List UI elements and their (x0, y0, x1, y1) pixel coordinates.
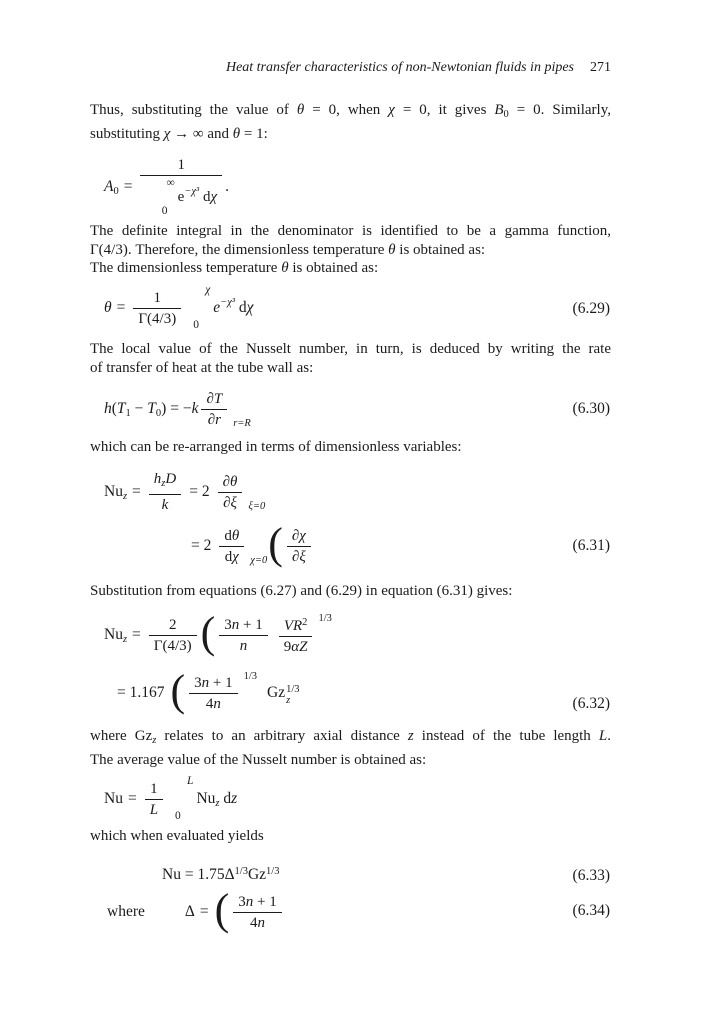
text-line (90, 438, 611, 457)
exponent: 1/3 (234, 866, 248, 877)
var-T: T (116, 399, 126, 417)
var-theta: θ (281, 260, 289, 276)
frag (104, 790, 142, 808)
frag: 1 (145, 781, 163, 800)
frag: d (199, 188, 211, 205)
frag (233, 894, 281, 913)
text-line (90, 125, 611, 144)
frag: ∂T (201, 391, 227, 410)
integral-limits (174, 776, 193, 822)
frag (219, 617, 267, 636)
equation-6-32-line1 (104, 607, 332, 663)
frag: αZ (291, 639, 308, 655)
frag: . (607, 728, 611, 744)
frag: relates to an arbitrary axial distance (156, 728, 408, 744)
frag: = (127, 790, 137, 807)
frag: 3 (238, 893, 246, 910)
equation-number: (6.30) (572, 400, 610, 417)
text-line (90, 827, 611, 846)
fraction (149, 471, 181, 513)
frag: . (225, 178, 229, 195)
frag: Thus, substituting the value of (90, 102, 297, 118)
equation-6-31-line1 (104, 468, 265, 516)
frag: = 2 (191, 537, 212, 554)
text-line (90, 340, 611, 359)
frag: d (219, 789, 232, 807)
frag: + 1 (209, 674, 233, 691)
fraction (149, 617, 197, 654)
frag (220, 547, 244, 565)
exponent: 1/3 (243, 670, 258, 682)
var-n: n (213, 695, 221, 712)
fraction (133, 290, 181, 327)
equation-number: (6.31) (572, 537, 610, 554)
var-theta: θ (296, 102, 305, 118)
equation-6-32-line2 (112, 667, 300, 719)
frag: = 0, it gives (394, 102, 495, 118)
frag: 2 (302, 617, 308, 628)
frag (279, 615, 313, 637)
fraction (145, 781, 163, 818)
var-B: B (494, 102, 504, 118)
frag: where Gz (90, 728, 153, 744)
fraction (189, 675, 237, 712)
exponent: 1/3 (286, 683, 300, 695)
var-theta: θ (388, 241, 396, 258)
frag: 4 (205, 695, 214, 712)
paren: ( (268, 519, 283, 569)
page-header (90, 60, 611, 76)
var-h: h (153, 471, 162, 487)
frag: 0 (155, 407, 162, 419)
frag: Substitution from equations (6.27) and (6.29) in equation (6.31) gives: (90, 583, 513, 599)
paren: ( (200, 608, 216, 658)
fraction (219, 528, 244, 565)
var-n: n (257, 914, 265, 931)
frag (104, 400, 198, 419)
var-A: A (104, 177, 114, 195)
evaluation-condition: ξ=0 (248, 500, 266, 512)
var-h: h (104, 399, 112, 417)
frag: = (123, 177, 133, 195)
paragraph-3 (90, 340, 611, 377)
frag: ∂χ (287, 528, 311, 547)
frag: d (235, 299, 247, 316)
graetz-symbol (267, 684, 285, 702)
frag (185, 903, 214, 921)
var-z: z (407, 728, 414, 744)
fraction (218, 474, 243, 511)
var-D: D (165, 471, 177, 487)
var-z: z (231, 789, 238, 807)
nusselt-symbol: Nu (162, 866, 181, 883)
frag: d (224, 527, 232, 544)
frag (213, 299, 253, 317)
frag: k (161, 497, 169, 513)
frag: ∂ξ (291, 548, 306, 565)
frag: ( (111, 399, 117, 417)
frag (201, 694, 226, 712)
nusselt-symbol: Nu (104, 625, 123, 643)
integral-limits (192, 285, 210, 331)
var-chi: χ (205, 284, 211, 296)
frag: z (286, 695, 291, 706)
nusselt-symbol: Nu (196, 789, 216, 807)
var-n: n (245, 893, 254, 910)
equation-number: (6.34) (572, 902, 610, 919)
graetz-symbol: Gz (247, 866, 267, 883)
frag: of transfer of heat at the tube wall as: (90, 359, 314, 376)
frag: 4 (249, 914, 258, 931)
fraction (279, 615, 313, 655)
frag: 0 (175, 809, 181, 822)
var-chi: χ (388, 102, 395, 118)
frag (177, 185, 218, 207)
text-line (90, 241, 611, 260)
frag: The local value of the Nusselt number, in turn, is deduced by writing the rate (90, 341, 611, 357)
frag: The definite integral in the denominator is identified to be a gamma function, (90, 223, 611, 239)
var-chi: χ (232, 548, 239, 565)
frag: 2 (149, 617, 197, 636)
sup-sub-stack (286, 684, 299, 706)
text-line (90, 359, 611, 378)
frag: 0 (161, 205, 168, 217)
frag: where (107, 903, 145, 920)
var-VR: VR (283, 618, 303, 634)
frag: 3 (194, 674, 202, 691)
frag: e (177, 188, 185, 205)
nusselt-symbol: Nu (104, 482, 123, 500)
frag: z (122, 490, 128, 502)
frag: = (116, 299, 126, 316)
frag (104, 483, 146, 502)
exponent: 1/3 (266, 866, 280, 877)
var-n: n (231, 616, 240, 633)
frag: z (215, 797, 220, 809)
equation-number: (6.32) (572, 695, 610, 712)
running-head: Heat transfer characteristics of non-Newtonian fluids in pipes (225, 60, 574, 75)
frag: L (149, 801, 159, 818)
var-delta: Δ (224, 866, 235, 883)
frag: z (152, 735, 157, 746)
paragraph-4 (90, 438, 611, 457)
frag: 3 (224, 616, 232, 633)
frag: which can be re-arranged in terms of dimensionless variables: (90, 439, 462, 455)
fraction (201, 391, 227, 428)
var-chi: χ (210, 188, 218, 205)
frag: substituting (90, 125, 164, 142)
var-e: e (213, 299, 221, 316)
frag: = 0, when (304, 102, 389, 118)
frag: + 1 (239, 616, 263, 633)
text-line (90, 101, 611, 125)
paragraph-6 (90, 727, 611, 769)
fraction (287, 528, 311, 565)
fraction (233, 894, 281, 931)
frag (162, 866, 279, 884)
frag: = 0. Similarly, (508, 102, 611, 118)
evaluation-condition: χ=0 (250, 554, 268, 566)
frag: Gz (267, 684, 286, 701)
paragraph-2 (90, 222, 611, 278)
equation-number: (6.33) (572, 867, 610, 884)
frag: Γ(4/3) (153, 637, 192, 654)
var-delta: Δ (184, 903, 195, 920)
frag: ∂r (207, 411, 221, 428)
var-chi: χ (163, 125, 171, 142)
frag (104, 299, 130, 317)
text-line (90, 751, 611, 770)
exponent: −χ³ (220, 297, 236, 308)
var-theta: θ (104, 299, 112, 316)
text-line (90, 222, 611, 241)
frag: ∂θ (218, 474, 243, 493)
var-L: L (598, 728, 608, 744)
paren: ( (214, 885, 230, 935)
frag: − (130, 399, 148, 417)
frag: = (132, 625, 141, 643)
fraction (219, 617, 267, 654)
var-theta: θ (231, 527, 240, 544)
frag: = 2 (189, 483, 210, 500)
frag (196, 790, 237, 809)
text-line (90, 582, 611, 601)
text-line (90, 727, 611, 751)
var-L: L (187, 775, 194, 787)
frag: is obtained as: (288, 260, 379, 276)
exponent: −χ³ (184, 185, 200, 197)
var-theta: θ (232, 125, 241, 142)
equation-nu-average (104, 774, 237, 824)
integrand (140, 176, 222, 218)
frag: 1 (133, 290, 181, 309)
frag: = 1: (240, 125, 268, 142)
var-n: n (201, 674, 210, 691)
frag: ∂ξ (223, 494, 237, 511)
frag: z (161, 478, 166, 489)
frag: = 1.75 (180, 866, 225, 883)
paragraph-7 (90, 827, 611, 846)
frag: z (122, 633, 128, 645)
frag: ) = − (161, 399, 192, 417)
frag: which when evaluated yields (90, 828, 264, 844)
frag: Γ(4/3). Therefore, the dimensionless temperature (90, 241, 389, 258)
equation-6-31-line2 (186, 519, 314, 570)
text-line (90, 259, 611, 278)
frag: The average value of the Nusselt number is obtained as: (90, 751, 427, 768)
frag: n (239, 637, 248, 654)
equation-6-33 (162, 863, 279, 887)
frag: 1 (125, 407, 131, 419)
frag: 9 (283, 639, 292, 655)
frag: 0 (193, 318, 199, 331)
page-number: 271 (590, 60, 611, 75)
integral-limits (153, 178, 174, 218)
frag: The dimensionless temperature (90, 260, 282, 276)
nusselt-symbol: Nu (104, 790, 123, 807)
equation-6-29 (104, 284, 253, 332)
paragraph-1 (90, 101, 611, 143)
frag: 0 (113, 185, 119, 197)
frag: = 1.167 (117, 684, 165, 701)
frag (219, 528, 244, 547)
frag (104, 626, 146, 645)
paren: ( (170, 666, 186, 716)
frag: = (132, 482, 141, 500)
frag: instead of the tube length (413, 728, 599, 744)
var-chi: χ (246, 299, 254, 316)
frag: 1 (140, 157, 222, 176)
frag (279, 637, 313, 655)
var-k: k (191, 399, 199, 417)
frag (189, 675, 237, 694)
frag: ∞ (166, 176, 175, 189)
var-T: T (147, 399, 156, 417)
fraction (140, 157, 222, 218)
paragraph-5 (90, 582, 611, 601)
equation-6-30 (104, 385, 251, 433)
frag: 0 (503, 109, 509, 120)
equation-a0 (104, 155, 229, 219)
frag: Γ(4/3) (138, 310, 177, 327)
frag: is obtained as: (395, 241, 486, 258)
frag: → ∞ and (170, 125, 233, 142)
frag: d (224, 548, 233, 565)
frag (245, 913, 270, 931)
evaluation-condition: r=R (233, 417, 251, 429)
equation-number: (6.29) (572, 300, 610, 317)
frag (104, 178, 137, 197)
frag (149, 471, 181, 495)
exponent: 1/3 (318, 612, 332, 624)
frag: + 1 (253, 893, 277, 910)
equation-6-34 (107, 887, 285, 937)
frag: = (199, 903, 209, 920)
